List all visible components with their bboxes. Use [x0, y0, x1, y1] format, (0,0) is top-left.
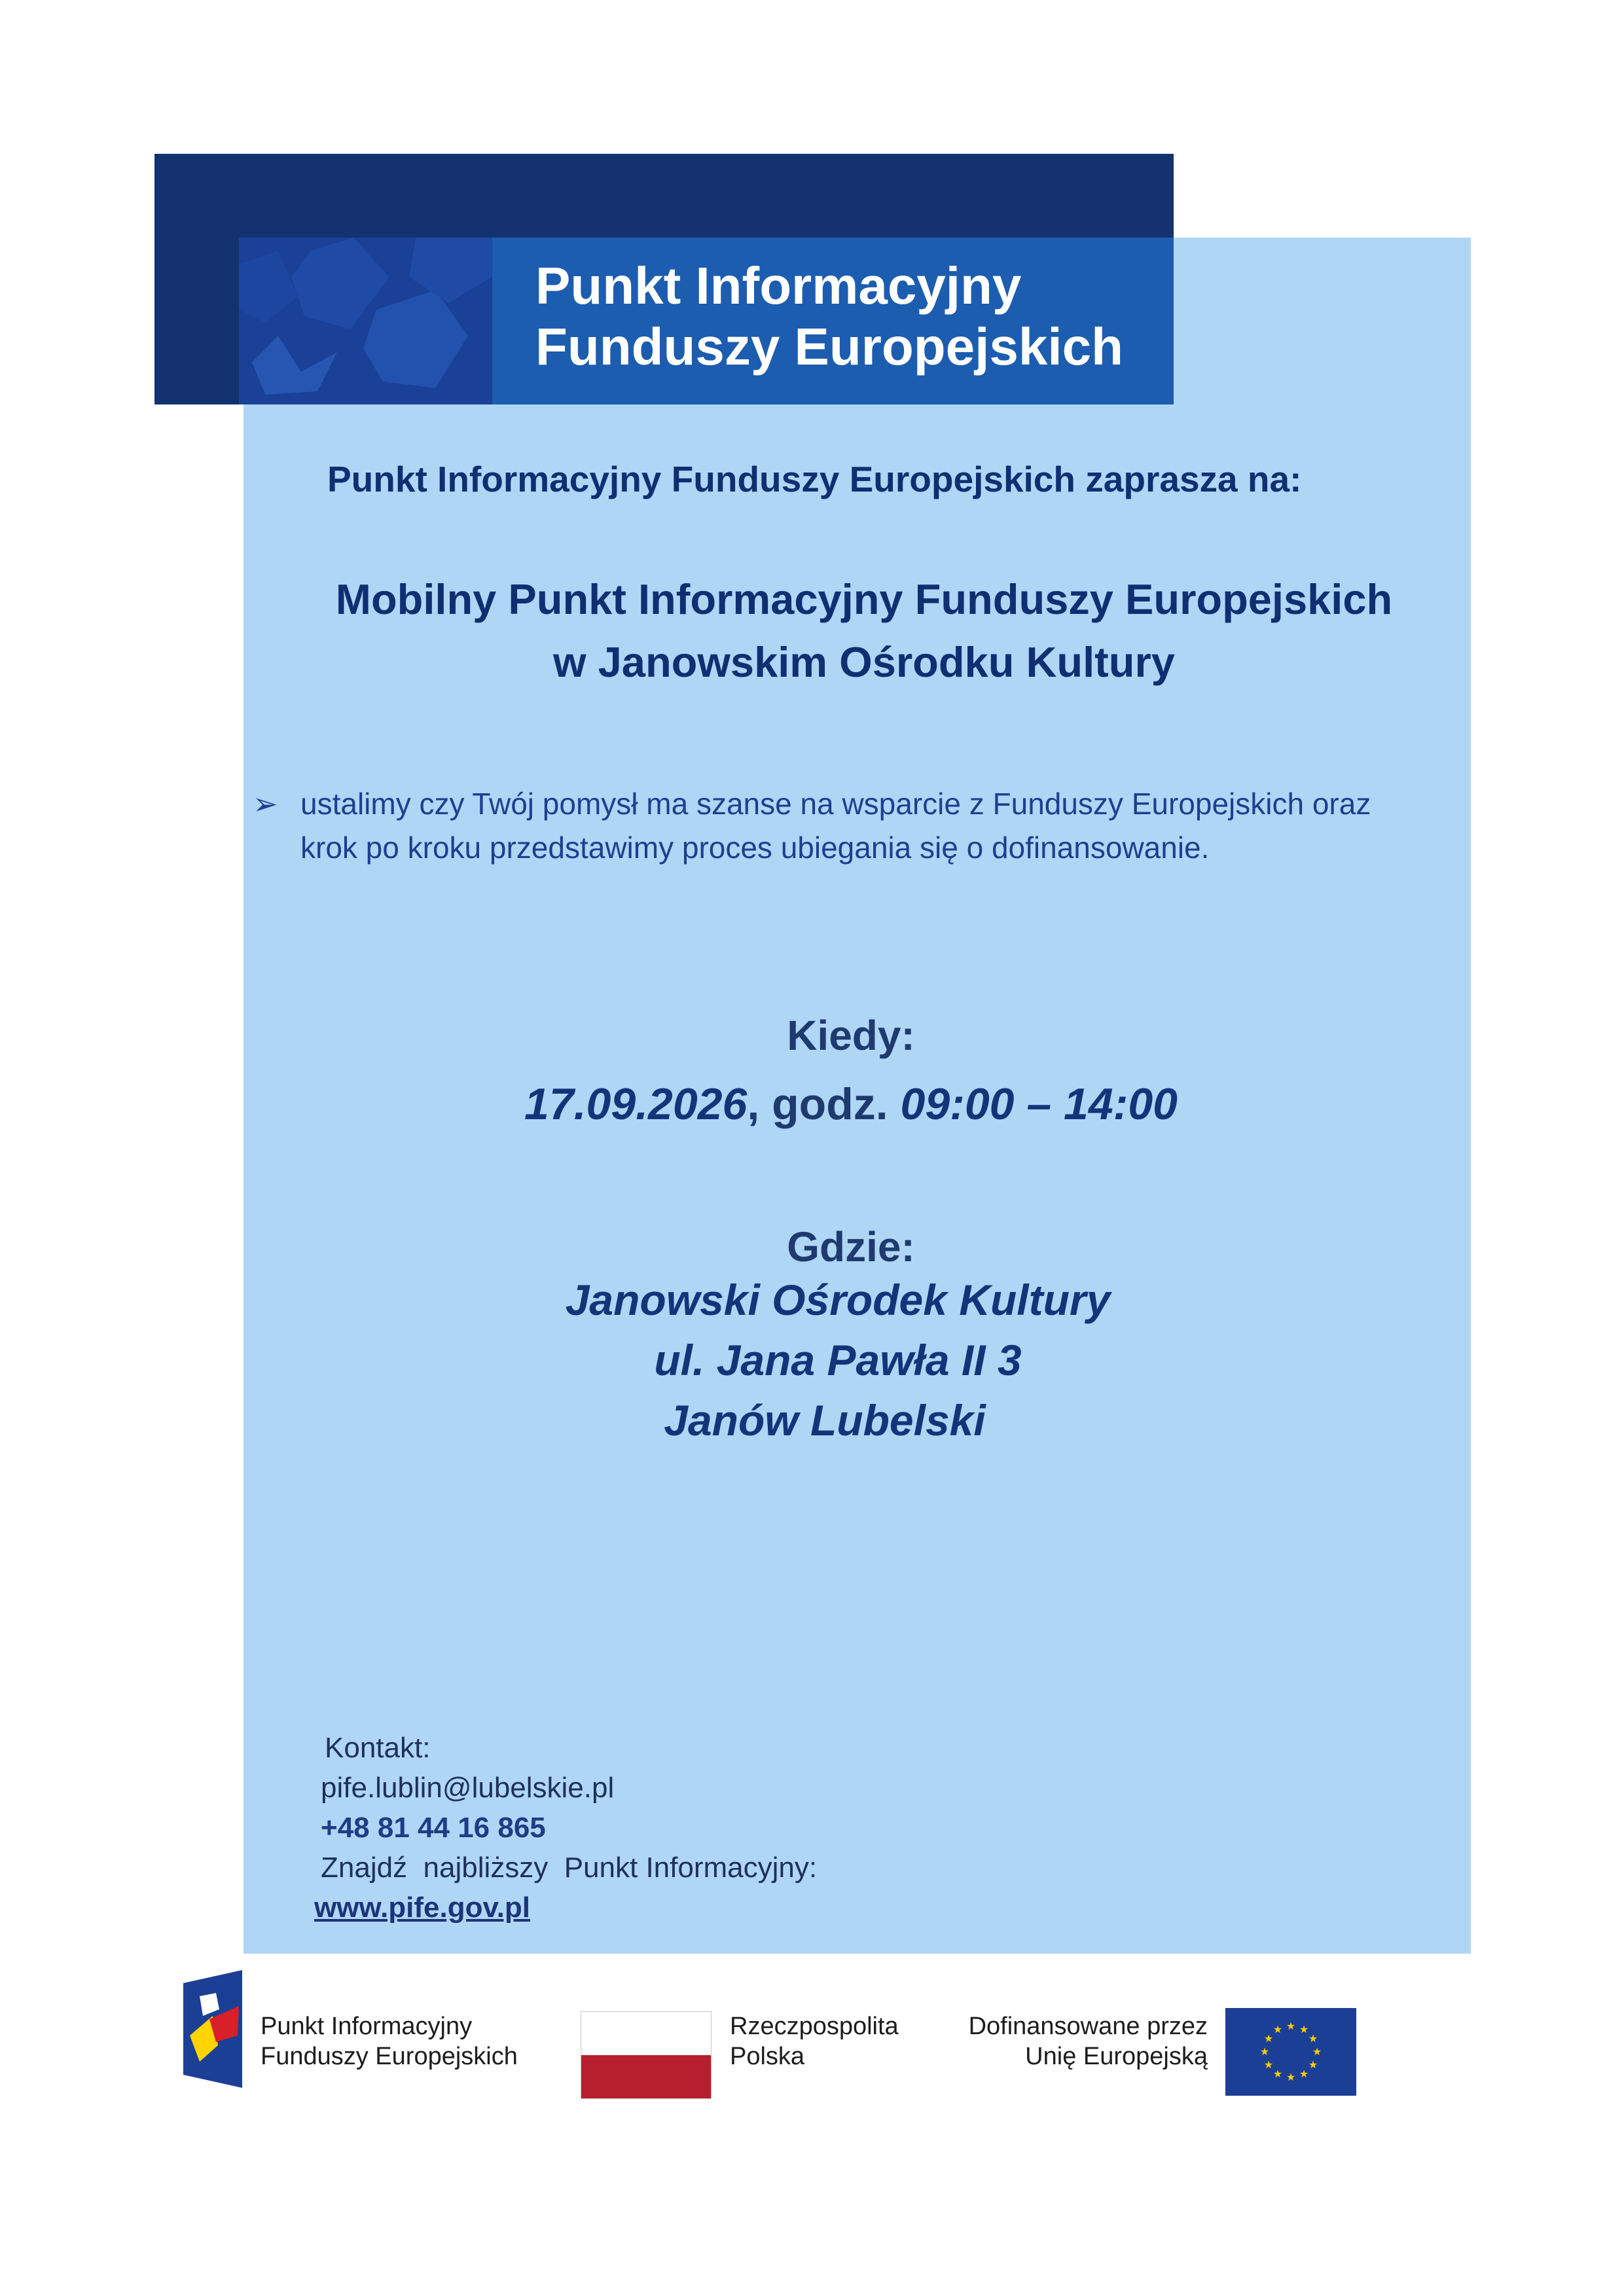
rp-text [730, 2011, 899, 2072]
contact-phone[interactable]: +48 81 44 16 865 [321, 1812, 546, 1844]
time-separator: , godz. [747, 1079, 901, 1129]
event-title [275, 568, 1453, 694]
svg-text:★: ★ [1312, 2045, 1322, 2058]
contact-block [314, 1728, 818, 1928]
header-star-graphic [239, 238, 492, 404]
svg-text:★: ★ [1259, 2045, 1270, 2058]
fe-logo-line2: Funduszy Europejskich [261, 2043, 518, 2070]
header-title-line2: Funduszy Europejskich [535, 317, 1123, 376]
bullet-line1: ustalimy czy Twój pomysł ma szanse na wsparcie z Funduszy Europejskich oraz [300, 787, 1371, 821]
svg-text:★: ★ [1308, 2058, 1318, 2071]
invite-text: Punkt Informacyjny Funduszy Europejskich zaprasza na: [327, 459, 1302, 499]
svg-text:★: ★ [1308, 2032, 1318, 2045]
svg-text:★: ★ [1299, 2023, 1309, 2036]
svg-text:★: ★ [1299, 2068, 1309, 2080]
venue-street: ul. Jana Pawła II 3 [654, 1336, 1022, 1384]
eu-line1: Dofinansowane przez [968, 2013, 1208, 2040]
when-value [393, 1079, 1309, 1130]
contact-label: Kontakt: [325, 1732, 431, 1764]
venue-city: Janów Lubelski [664, 1396, 986, 1444]
svg-text:★: ★ [1263, 2058, 1274, 2071]
event-date: 17.09.2026 [524, 1079, 748, 1129]
fe-logo-icon [180, 1970, 245, 2088]
contact-find-text: Znajdź najbliższy Punkt Informacyjny: [321, 1852, 818, 1884]
bullet-line2: krok po kroku przedstawimy proces ubiegania się o dofinansowanie. [300, 831, 1210, 865]
fe-logo-text [261, 2011, 518, 2072]
event-time: 09:00 – 14:00 [900, 1079, 1178, 1129]
eu-stars-icon [1225, 2008, 1356, 2096]
eu-flag-icon [1225, 2008, 1356, 2096]
arrow-bullet-icon: ➢ [253, 787, 278, 821]
where-label: Gdzie: [787, 1223, 915, 1270]
svg-text:★: ★ [1272, 2068, 1283, 2080]
rp-line2: Polska [730, 2043, 805, 2070]
fe-logo-line1: Punkt Informacyjny [261, 2013, 473, 2040]
event-title-line2: w Janowskim Ośrodku Kultury [553, 638, 1175, 686]
contact-email[interactable]: pife.lublin@lubelskie.pl [321, 1772, 615, 1804]
event-title-line1: Mobilny Punkt Informacyjny Funduszy Europejskich [335, 575, 1393, 623]
svg-text:★: ★ [1286, 2020, 1296, 2032]
venue-name: Janowski Ośrodek Kultury [565, 1276, 1111, 1324]
when-label: Kiedy: [787, 1012, 915, 1059]
svg-text:★: ★ [1263, 2032, 1274, 2045]
svg-text:★: ★ [1286, 2071, 1296, 2083]
poland-flag-icon [581, 2011, 712, 2099]
eu-line2: Unię Europejską [1025, 2043, 1208, 2070]
eu-text [956, 2011, 1208, 2072]
star-pattern-icon [239, 238, 492, 404]
website-link[interactable]: www.pife.gov.pl [314, 1892, 530, 1924]
svg-text:★: ★ [1272, 2023, 1283, 2036]
rp-line1: Rzeczpospolita [730, 2013, 899, 2040]
fe-logo [180, 1970, 245, 2088]
header-title [535, 255, 1164, 377]
header-title-line1: Punkt Informacyjny [535, 257, 1022, 315]
